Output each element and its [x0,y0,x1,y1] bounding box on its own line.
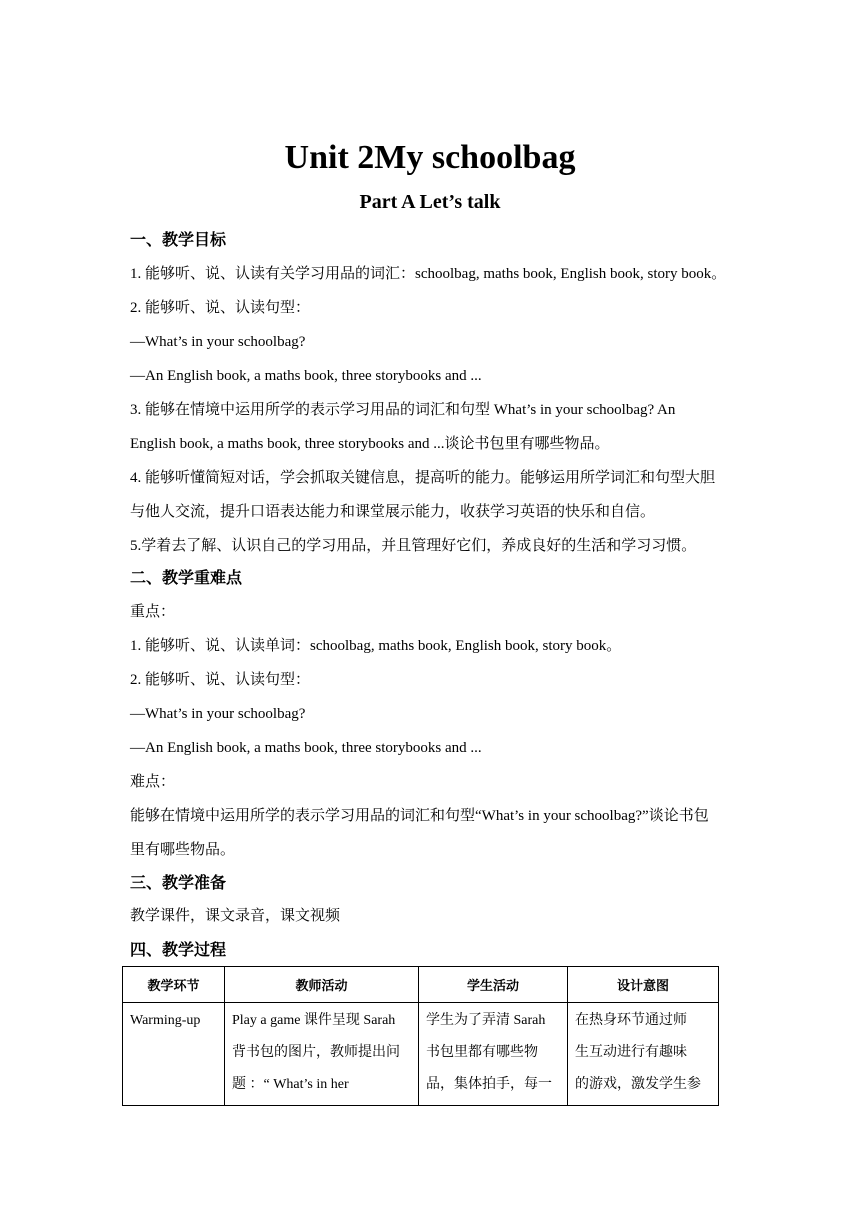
key-points-line: 难点： [130,774,176,790]
key-points-line: 1. 能够听、说、认读单词：schoolbag, maths book, English book, story book。 [130,638,622,654]
goals-line: 3. 能够在情境中运用所学的表示学习用品的词汇和句型 What’s in your schoolbag? An [130,402,676,418]
page-subtitle: Part A Let’s talk [359,191,501,213]
section-heading-preparation: 三、教学准备 [130,873,227,892]
goals-line: —What’s in your schoolbag? [130,334,306,350]
goals-line: 与他人交流，提升口语表达能力和课堂展示能力，收获学习英语的快乐和自信。 [130,504,656,520]
goals-line: 4. 能够听懂简短对话，学会抓取关键信息，提高听的能力。能够运用所学词汇和句型大胆 [130,470,716,486]
key-points-line: 重点： [130,604,176,620]
section-heading-process: 四、教学过程 [130,940,227,959]
cell-line: 生互动进行有趣味 [575,1045,687,1060]
page-title: Unit 2My schoolbag [284,139,576,176]
column-header-teacher: 教师活动 [225,967,419,1003]
cell-line: 的游戏，激发学生参 [575,1077,701,1092]
goals-line: 2. 能够听、说、认读句型： [130,300,311,316]
cell-line: Warming-up [130,1013,201,1028]
cell-line: Play a game 课件呈现 Sarah [232,1013,396,1028]
preparation-line: 教学课件，课文录音，课文视频 [130,908,341,924]
table-row [123,1003,719,1106]
cell-line: 品，集体拍手，每一 [426,1077,552,1092]
goals-body [130,257,740,563]
section-heading-key-points: 二、教学重难点 [130,568,243,587]
cell-line: 背书包的图片，教师提出问 [232,1045,400,1060]
key-points-body [130,595,740,867]
cell-student [419,1003,568,1106]
cell-stage [123,1003,225,1106]
column-header-student: 学生活动 [419,967,568,1003]
preparation-body [130,899,740,933]
section-heading-goals: 一、教学目标 [130,230,227,249]
goals-line: —An English book, a maths book, three storybooks and ... [130,368,482,384]
goals-line: 5.学着去了解、认识自己的学习用品，并且管理好它们，养成良好的生活和学习习惯。 [130,538,697,554]
column-header-purpose: 设计意图 [568,967,719,1003]
key-points-line: —An English book, a maths book, three storybooks and ... [130,740,482,756]
goals-line: 1. 能够听、说、认读有关学习用品的词汇：schoolbag, maths book, English book, story book。 [130,266,727,282]
key-points-line: 2. 能够听、说、认读句型： [130,672,311,688]
cell-line: 题 ：“ What’s in her [232,1077,349,1092]
cell-line: 学生为了弄清 Sarah [426,1013,546,1028]
table-header-row [123,967,719,1003]
cell-line: 书包里都有哪些物 [426,1045,538,1060]
cell-purpose [568,1003,719,1106]
key-points-line: 里有哪些物品。 [130,842,236,858]
column-header-stage: 教学环节 [123,967,225,1003]
key-points-line: —What’s in your schoolbag? [130,706,306,722]
goals-line: English book, a maths book, three storybooks and ...谈论书包里有哪些物品。 [130,436,610,452]
cell-teacher [225,1003,419,1106]
key-points-line: 能够在情境中运用所学的表示学习用品的词汇和句型“What’s in your schoolbag?”谈论书包 [130,808,709,824]
process-table [122,966,719,1106]
cell-line: 在热身环节通过师 [575,1013,687,1028]
